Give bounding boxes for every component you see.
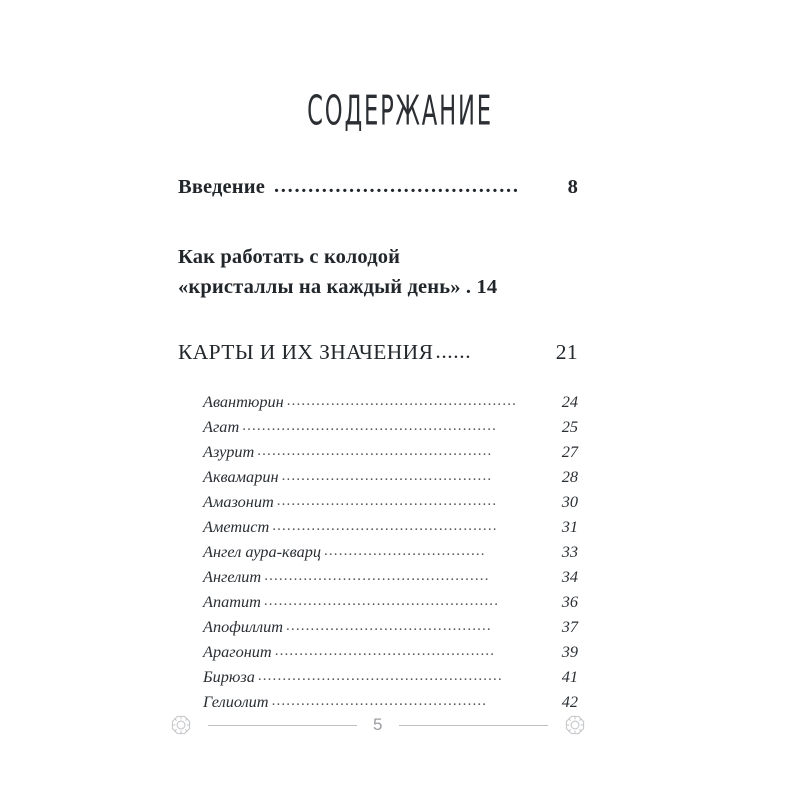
- page-footer: [170, 710, 586, 740]
- toc-sub-label: Амазонит: [203, 492, 274, 511]
- footer-rule-right: [399, 725, 548, 726]
- toc-sub-label: Ангел аура-кварц: [203, 542, 321, 561]
- toc-sub-page: 27: [561, 442, 578, 461]
- toc-sub-label: Аквамарин: [203, 467, 279, 486]
- dot-leader: ............................................: [271, 693, 488, 709]
- list-item[interactable]: [203, 664, 578, 689]
- dot-leader: ..........................................: [286, 618, 492, 634]
- list-item[interactable]: [203, 639, 578, 664]
- toc-sub-label: Аметист: [203, 517, 270, 536]
- list-item[interactable]: [203, 564, 578, 589]
- gem-icon-right: [564, 714, 586, 736]
- dot-leader: ..............................................: [272, 518, 498, 534]
- toc-sub-page: 24: [561, 392, 578, 411]
- gem-icon-left: [170, 714, 192, 736]
- toc-entry-how-to-use[interactable]: [178, 246, 578, 299]
- toc-sub-label: Агат: [203, 417, 240, 436]
- list-item[interactable]: [203, 489, 578, 514]
- dot-leader: ...........................................: [281, 468, 493, 484]
- toc-sub-page: 33: [561, 542, 578, 561]
- dot-leader: ................................................: [257, 443, 493, 459]
- toc-sub-page: 34: [561, 567, 578, 586]
- toc-sub-label: Апофиллит: [203, 617, 284, 636]
- page-number: 5: [373, 715, 383, 734]
- list-item[interactable]: [203, 589, 578, 614]
- toc-sub-label: Арагонит: [203, 642, 272, 661]
- toc-sub-page: 39: [561, 642, 578, 661]
- footer-rule-left: [208, 725, 357, 726]
- toc-sub-label: Бирюза: [203, 667, 255, 686]
- list-item[interactable]: [203, 514, 578, 539]
- dot-leader: ................................................: [263, 593, 500, 609]
- list-item[interactable]: [203, 414, 578, 439]
- toc-entry-introduction[interactable]: [178, 176, 578, 199]
- toc-sub-page: 36: [561, 592, 578, 611]
- list-item[interactable]: [203, 389, 578, 414]
- toc-sub-page: 25: [561, 417, 578, 436]
- list-item[interactable]: [203, 464, 578, 489]
- toc-sub-label: Апатит: [203, 592, 261, 611]
- list-item[interactable]: [203, 439, 578, 464]
- dot-leader: ...............................................: [286, 393, 518, 409]
- toc-entry-label-line1: Как работать с колодой: [178, 246, 401, 268]
- toc-sub-entry-list: [203, 389, 578, 714]
- toc-section-cards-and-meanings[interactable]: [178, 340, 578, 365]
- dot-leader: ....................................................: [242, 418, 498, 434]
- dot-leader: .............................................: [276, 493, 498, 509]
- toc-sub-page: 30: [561, 492, 578, 511]
- toc-sub-page: 28: [561, 467, 578, 486]
- dot-leader: ..............................................: [264, 568, 490, 584]
- toc-sub-page: 31: [561, 517, 578, 536]
- toc-sub-page: 37: [561, 617, 578, 636]
- toc-entry-label-line2: «кристаллы на каждый день» . 14: [178, 276, 498, 298]
- toc-sub-label: Авантюрин: [203, 392, 284, 411]
- dot-leader: .................................: [324, 543, 486, 559]
- toc-entry-page: 8: [567, 176, 578, 198]
- toc-sub-label: Азурит: [203, 442, 255, 461]
- page-title: СОДЕРЖАНИЕ: [307, 88, 493, 136]
- list-item[interactable]: [203, 614, 578, 639]
- dot-leader: ....................................: [273, 175, 520, 197]
- list-item[interactable]: [203, 539, 578, 564]
- dot-leader: .............................................: [274, 643, 496, 659]
- toc-sub-label: Ангелит: [203, 567, 262, 586]
- toc-section-label: КАРТЫ И ИХ ЗНАЧЕНИЯ: [178, 340, 434, 364]
- dot-leader: ..................................................: [257, 668, 503, 684]
- toc-section-page: 21: [555, 340, 578, 364]
- toc-sub-label: Гелиолит: [203, 692, 269, 711]
- toc-sub-page: 41: [561, 667, 578, 686]
- dot-leader: ......: [435, 339, 472, 363]
- toc-entry-label: Введение: [178, 176, 265, 198]
- toc-sub-page: 42: [561, 692, 578, 711]
